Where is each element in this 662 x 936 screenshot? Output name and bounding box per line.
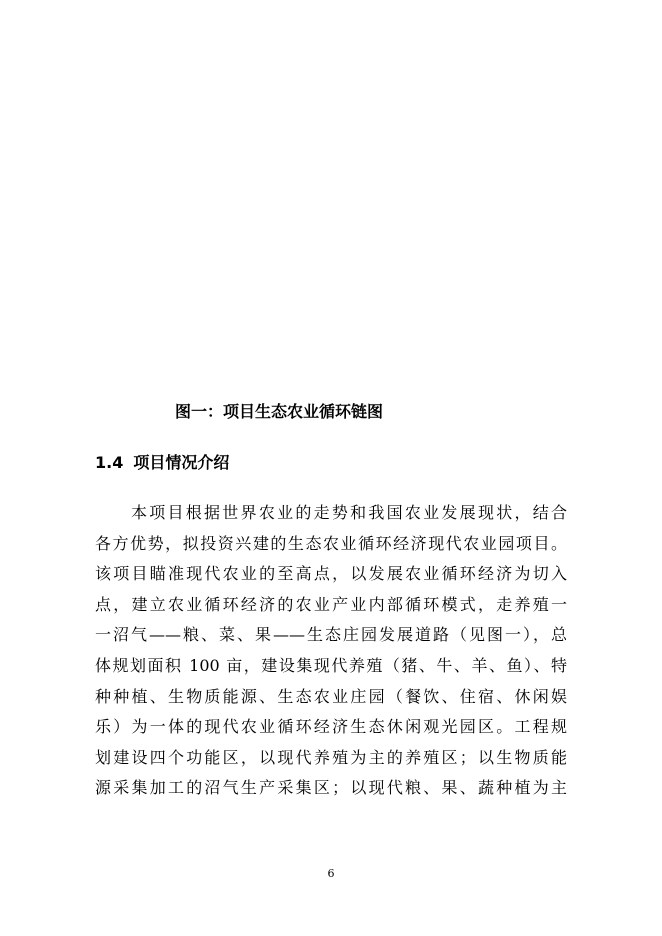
paragraph-line: 一沼气——粮、菜、果——生态庄园发展道路（见图一），总 [95, 625, 567, 645]
paragraph-line: 各方优势，拟投资兴建的生态农业循环经济现代农业园项目。 [95, 533, 567, 553]
paragraph-line: 源采集加工的沼气生产采集区；以现代粮、果、蔬种植为主 [95, 778, 567, 798]
section-title: 项目情况介绍 [133, 453, 230, 472]
section-heading [95, 451, 229, 475]
paragraph-line: 种种植、生物质能源、生态农业庄园（餐饮、住宿、休闲娱 [95, 686, 567, 706]
figure-caption: 图一：项目生态农业循环链图 [175, 402, 384, 421]
paragraph-line: 该项目瞄准现代农业的至高点，以发展农业循环经济为切入 [95, 564, 567, 584]
figure-image-area [95, 20, 567, 390]
paragraph-line: 乐）为一体的现代农业循环经济生态休闲观光园区。工程规 [95, 717, 567, 737]
paragraph-line: 划建设四个功能区，以现代养殖为主的养殖区；以生物质能 [95, 747, 567, 767]
paragraph-line: 本项目根据世界农业的走势和我国农业发展现状，结合 [131, 503, 567, 522]
paragraph-line: 点，建立农业循环经济的农业产业内部循环模式，走养殖一 [95, 594, 567, 614]
section-number: 1.4 [95, 453, 124, 472]
page-number: 6 [327, 867, 335, 880]
body-paragraph [95, 498, 567, 804]
paragraph-line: 体规划面积 100 亩，建设集现代养殖（猪、牛、羊、鱼）、特 [95, 655, 567, 675]
